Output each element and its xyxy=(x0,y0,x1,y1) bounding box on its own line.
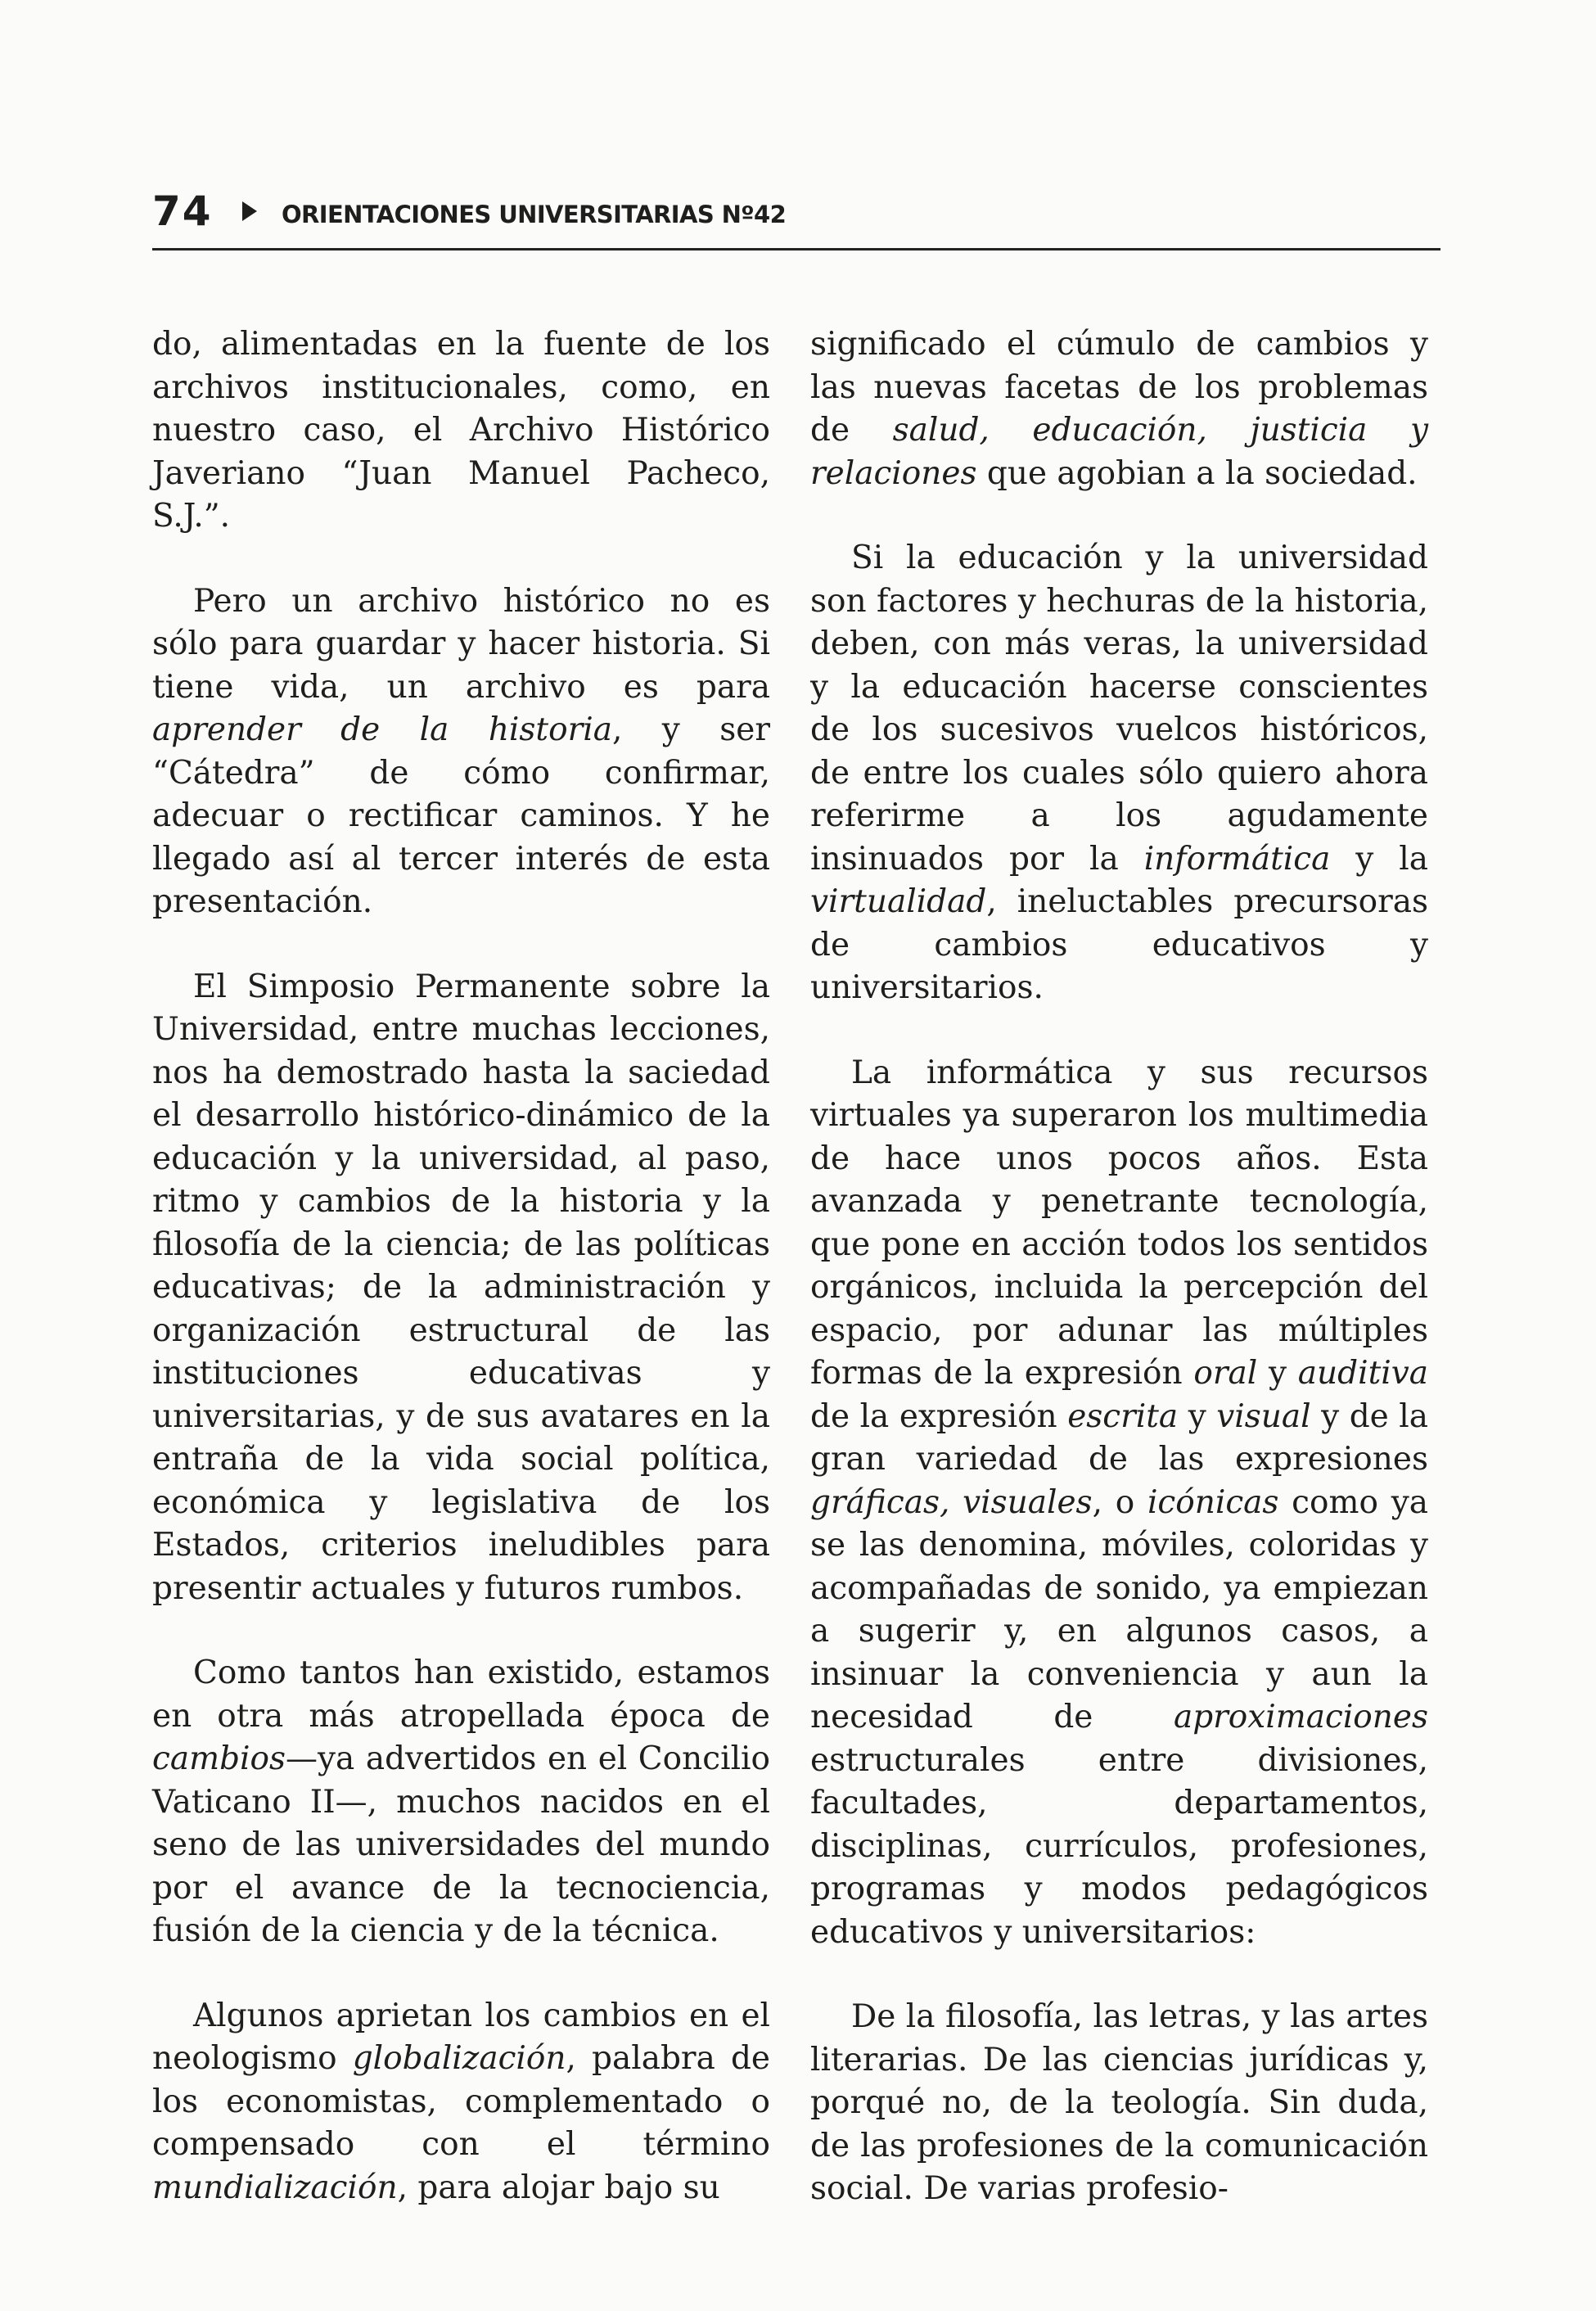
text-run: que agobian a la sociedad. xyxy=(976,454,1418,492)
text-run: significado el cúmulo de cambios y las nuevas facetas de los problemas de xyxy=(810,326,1428,449)
text-run: La informática y sus recursos virtuales ya superaron los multimedia de hace unos pocos años. Esta avanzada y penetrante tecnología, que pone en acción todos los sentidos orgánicos, incluida la percepción del espacio, por adunar las múltiples formas de la expresión xyxy=(810,1054,1428,1392)
emphasis-text: aprender de la historia xyxy=(152,711,612,748)
emphasis-text: cambios xyxy=(152,1740,286,1777)
journal-title: ORIENTACIONES UNIVERSITARIAS Nº42 xyxy=(282,201,787,228)
emphasis-text: informática xyxy=(1143,840,1331,878)
text-run: estructurales entre divisiones, facultades, departamentos, disciplinas, currículos, profesiones, programas y modos pedagógicos educativos y universitarios: xyxy=(810,1741,1428,1951)
emphasis-text: globalización xyxy=(352,2040,566,2077)
paragraph-significado xyxy=(810,323,1428,495)
emphasis-text: auditiva xyxy=(1297,1355,1429,1392)
text-run: , ineluctables precursoras de cambios educativos y universitarios. xyxy=(810,883,1428,1006)
paragraph-simposio: El Simposio Permanente sobre la Universidad, entre muchas lecciones, nos ha demostrado hasta la saciedad el desarrollo histórico-dinámico de la educación y la universidad, al paso, ritmo y cambios de la historia y la filosofía de la ciencia; de las políticas educativas; de la administración y organización estructural de las instituciones educativas y universitarias, y de sus avatares en la entraña de la vida social política, económica y legislativa de los Estados, criterios ineludibles para presentir actuales y futuros rumbos. xyxy=(152,968,770,1607)
text-run: Si la educación y la universidad son factores y hechuras de la historia, deben, con más veras, la universidad y la educación hacerse conscientes de los sucesivos vuelcos históricos, de entre los cuales sólo quiero ahora referirme a los agudamente insinuados por la xyxy=(810,539,1428,878)
emphasis-text: gráficas, visuales xyxy=(810,1483,1093,1521)
paragraph-globalizacion xyxy=(152,1995,770,2210)
text-run: y xyxy=(1257,1355,1298,1392)
emphasis-text: virtualidad xyxy=(810,883,987,920)
emphasis-text: mundialización xyxy=(152,2169,398,2206)
text-run: y xyxy=(1178,1397,1217,1435)
text-run: , para alojar bajo su xyxy=(397,2169,720,2206)
paragraph-informatica xyxy=(810,1052,1428,1955)
paragraph-filosofia: De la filosofía, las letras, y las artes literarias. De las ciencias jurídicas y, porqué no, de la teología. Sin duda, de las profesiones de la comunicación social. De varias profesio- xyxy=(810,1998,1428,2207)
text-run: , o xyxy=(1092,1483,1147,1521)
header-divider xyxy=(152,248,1440,251)
paragraph-cambios xyxy=(152,1652,770,1953)
paragraph-archive xyxy=(152,580,770,924)
text-run: Algunos aprietan los cambios en el neologismo xyxy=(152,1997,770,2077)
left-column xyxy=(152,323,770,2209)
text-run: Como tantos han existido, estamos en otra más atropellada época de xyxy=(152,1654,770,1735)
right-column xyxy=(810,323,1428,2211)
emphasis-text: escrita xyxy=(1067,1397,1179,1435)
text-run: y la xyxy=(1330,840,1428,878)
paragraph-educacion-universidad xyxy=(810,537,1428,1010)
text-run: —ya advertidos en el Concilio Vaticano II—, muchos nacidos en el seno de las universidades del mundo por el avance de la tecnociencia, fusión de la ciencia y de la técnica. xyxy=(152,1740,770,1949)
page-number: 74 xyxy=(152,187,213,235)
emphasis-text: salud, educación, justicia y relaciones xyxy=(810,412,1428,492)
emphasis-text: icónicas xyxy=(1147,1483,1279,1521)
text-run: , palabra de los economistas, complementado o compensado con el término xyxy=(152,2040,770,2163)
text-run: Pero un archivo histórico no es sólo para guardar y hacer historia. Si tiene vida, un archivo es para xyxy=(152,582,770,706)
text-run: , y ser “Cátedra” de cómo confirmar, adecuar o rectificar caminos. Y he llegado así al tercer interés de esta presentación. xyxy=(152,711,770,920)
emphasis-text: aproximaciones xyxy=(1173,1699,1428,1736)
triangle-arrow-icon xyxy=(242,201,257,221)
text-run: y de la gran variedad de las expresiones xyxy=(810,1397,1428,1478)
emphasis-text: oral xyxy=(1193,1355,1258,1392)
running-header xyxy=(152,187,1440,237)
emphasis-text: visual xyxy=(1216,1397,1311,1435)
paragraph-continuation: do, alimentadas en la fuente de los archivos institucionales, como, en nuestro caso, el Archivo Histórico Javeriano “Juan Manuel Pacheco, S.J.”. xyxy=(152,326,770,535)
text-run: como ya se las denomina, móviles, coloridas y acompañadas de sonido, ya empiezan a sugerir y, en algunos casos, a insinuar la conveniencia y aun la necesidad de xyxy=(810,1483,1428,1736)
text-run: de la expresión xyxy=(810,1397,1068,1435)
